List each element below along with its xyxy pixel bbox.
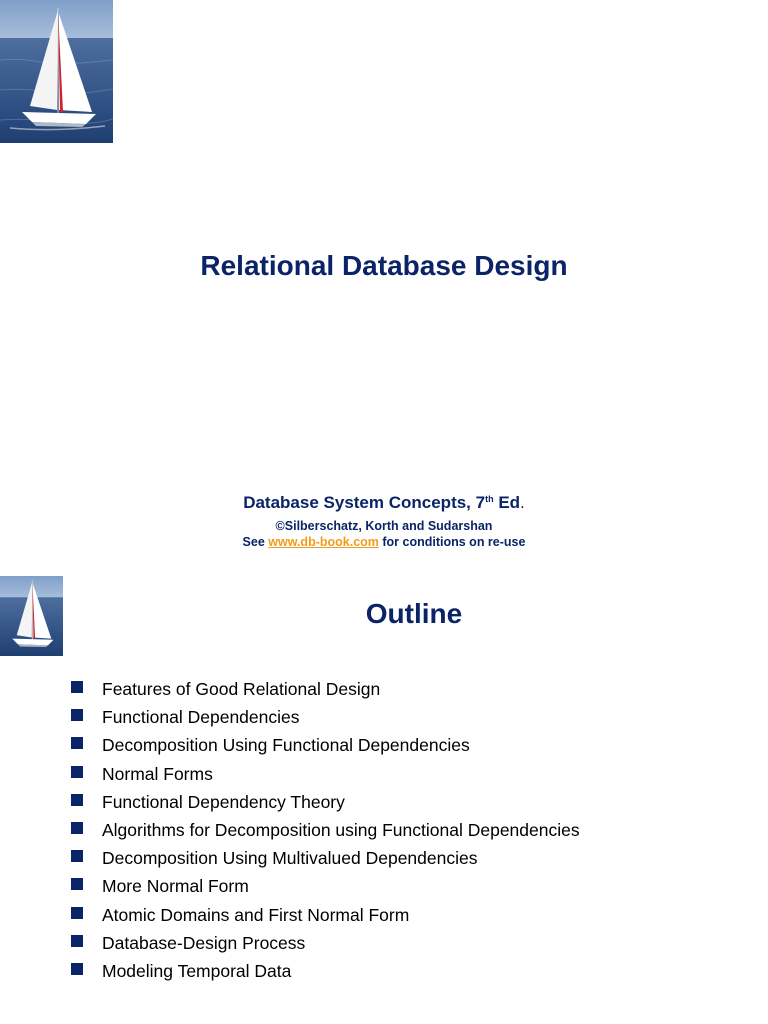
outline-item — [70, 845, 580, 873]
outline-item — [70, 817, 580, 845]
outline-item-text: Normal Forms — [102, 763, 213, 784]
outline-item — [70, 958, 580, 986]
outline-item — [70, 732, 580, 760]
outline-item-text: Atomic Domains and First Normal Form — [102, 904, 410, 925]
outline-item — [70, 902, 580, 930]
square-bullet-icon — [71, 963, 83, 975]
outline-item-text: Decomposition Using Functional Dependencies — [102, 735, 470, 756]
square-bullet-icon — [71, 794, 83, 806]
reuse-notice — [0, 535, 768, 549]
outline-item-text: Features of Good Relational Design — [102, 679, 381, 699]
book-title-period: . — [520, 493, 525, 512]
outline-list — [70, 676, 580, 986]
square-bullet-icon — [71, 709, 83, 721]
outline-item-text: Decomposition Using Multivalued Dependencies — [102, 848, 478, 869]
outline-item — [70, 930, 580, 958]
sailboat-image — [0, 0, 113, 143]
outline-item — [70, 873, 580, 901]
outline-item-text: Functional Dependencies — [102, 707, 300, 728]
square-bullet-icon — [71, 766, 83, 778]
edition-suffix: Ed — [493, 493, 521, 512]
book-website-link[interactable]: www.db-book.com — [268, 535, 379, 549]
square-bullet-icon — [71, 878, 83, 890]
square-bullet-icon — [71, 935, 83, 947]
outline-item-text: More Normal Form — [102, 876, 249, 897]
square-bullet-icon — [71, 822, 83, 834]
outline-item — [70, 704, 580, 732]
outline-item-text: Functional Dependency Theory — [102, 791, 345, 812]
outline-title: Outline — [365, 598, 463, 629]
outline-item-text: Algorithms for Decomposition using Functional Dependencies — [102, 819, 580, 840]
square-bullet-icon — [71, 907, 83, 919]
square-bullet-icon — [71, 850, 83, 862]
copyright-notice: ©Silberschatz, Korth and Sudarshan — [275, 519, 493, 533]
reuse-suffix: for conditions on re-use — [378, 535, 526, 549]
outline-item — [70, 789, 580, 817]
book-title-text: Database System Concepts, 7 — [243, 493, 486, 512]
edition-superscript: th — [485, 494, 494, 504]
slide-title: Relational Database Design — [200, 250, 568, 281]
outline-item — [70, 761, 580, 789]
square-bullet-icon — [71, 737, 83, 749]
outline-item-text: Modeling Temporal Data — [102, 960, 292, 981]
reuse-prefix: See — [242, 535, 269, 549]
square-bullet-icon — [71, 681, 83, 693]
outline-item-text: Database-Design Process — [102, 932, 306, 953]
outline-item — [70, 676, 580, 704]
book-title — [0, 493, 768, 513]
